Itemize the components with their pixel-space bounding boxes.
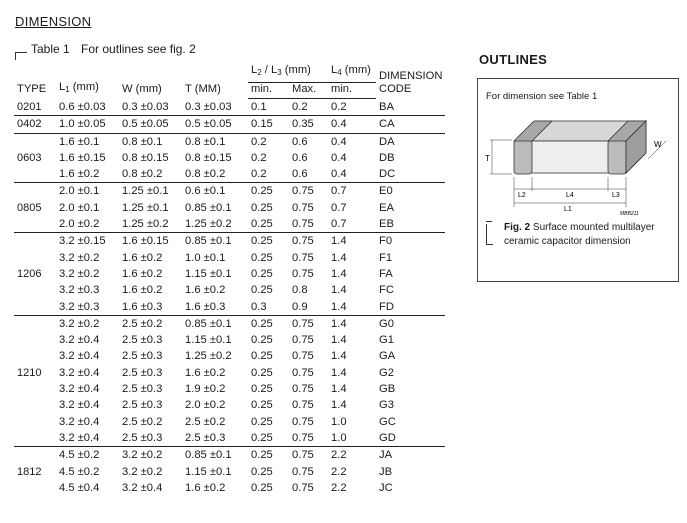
dimension-table xyxy=(14,64,445,496)
cell-w: 3.2 ±0.2 xyxy=(122,465,163,478)
cell-l1: 3.2 ±0.3 xyxy=(59,284,100,297)
cell-w: 2.5 ±0.3 xyxy=(122,366,163,379)
dim-label-l2: L2 xyxy=(518,192,526,199)
cell-l2l3-max: 0.75 xyxy=(289,315,328,332)
header-l4: $L_4$ (mm) xyxy=(331,64,371,77)
cell-l1: 3.2 ±0.4 xyxy=(59,350,100,363)
cell-l2l3-max: 0.75 xyxy=(292,481,314,494)
table-row xyxy=(14,200,445,216)
left-terminal xyxy=(514,140,532,174)
cell-l2l3-min: 0.25 xyxy=(251,267,273,280)
cell-w: 3.2 ±0.2 xyxy=(119,447,182,464)
cell-t: 1.25 ±0.2 xyxy=(185,350,232,363)
cell-code: F0 xyxy=(376,233,445,250)
cell-t: 1.6 ±0.2 xyxy=(185,366,226,379)
table-row xyxy=(14,99,445,116)
cell-l4-min: 1.4 xyxy=(331,251,347,264)
cell-l4-min: 1.4 xyxy=(331,383,347,396)
cell-l4-min: 1.4 xyxy=(331,350,347,363)
cell-l2l3-min: 0.25 xyxy=(248,233,289,250)
cell-type: 0201 xyxy=(17,100,42,113)
cell-l2l3-max: 0.75 xyxy=(292,201,314,214)
cell-l2l3-min: 0.25 xyxy=(248,447,289,464)
cell-l2l3-min: 0.25 xyxy=(251,201,273,214)
cell-code: FA xyxy=(379,267,393,280)
cell-l2l3-min: 0.25 xyxy=(251,399,273,412)
dim-label-l1: L1 xyxy=(564,206,572,213)
cell-code: GC xyxy=(379,415,396,428)
cell-w: 2.5 ±0.3 xyxy=(122,431,163,444)
cell-w: 0.8 ±0.15 xyxy=(122,151,169,164)
cell-code: DA xyxy=(376,133,445,150)
cell-type: 0402 xyxy=(14,116,56,133)
cell-l2l3-min: 0.25 xyxy=(251,383,273,396)
cell-l4-min: 0.4 xyxy=(328,116,376,133)
table-row xyxy=(14,464,445,480)
cell-t: 0.85 ±0.1 xyxy=(182,315,248,332)
table-row xyxy=(14,299,445,316)
cell-type xyxy=(14,414,56,430)
cell-t: 1.15 ±0.1 xyxy=(185,267,232,280)
cell-t: 0.85 ±0.1 xyxy=(185,201,232,214)
cell-l2l3-max: 0.2 xyxy=(292,101,308,113)
table-row xyxy=(14,133,445,150)
table-row xyxy=(14,116,445,133)
cell-l1: 3.2 ±0.4 xyxy=(59,415,100,428)
cell-l2l3-min: 0.25 xyxy=(251,415,273,428)
cell-l1: 2.0 ±0.1 xyxy=(59,201,100,214)
table-row xyxy=(14,183,445,200)
header-t: T (MM) xyxy=(185,82,221,95)
cell-l2l3-min: 0.2 xyxy=(248,133,289,150)
cell-t: 1.25 ±0.2 xyxy=(185,218,232,231)
cell-l2l3-max: 0.75 xyxy=(289,233,328,250)
cell-w: 1.25 ±0.2 xyxy=(122,218,169,231)
cell-type xyxy=(14,233,56,250)
header-l4-min: min. xyxy=(328,83,376,99)
table-caption xyxy=(15,42,455,62)
cell-l4-min: 2.2 xyxy=(331,465,347,478)
cell-w: 1.6 ±0.2 xyxy=(122,251,163,264)
cell-l2l3-min: 0.2 xyxy=(251,168,267,181)
cell-code: G2 xyxy=(379,366,394,379)
table-row xyxy=(14,447,445,464)
cell-type xyxy=(14,166,56,183)
cell-type: 1812 xyxy=(17,465,42,478)
cell-l4-min: 1.4 xyxy=(331,366,347,379)
cell-w: 1.6 ±0.3 xyxy=(122,300,163,313)
table-row xyxy=(14,480,445,496)
table-row xyxy=(14,150,445,166)
cell-w: 2.5 ±0.2 xyxy=(122,415,163,428)
cell-code: JC xyxy=(379,481,393,494)
cell-t: 2.5 ±0.2 xyxy=(185,415,226,428)
table-caption-text: For outlines see fig. 2 xyxy=(81,42,196,56)
cell-l4-min: 1.0 xyxy=(331,431,347,444)
table-row xyxy=(14,216,445,233)
table-row xyxy=(14,414,445,430)
cell-l4-min: 1.4 xyxy=(331,399,347,412)
cell-type xyxy=(14,299,56,316)
cell-t: 0.8 ±0.15 xyxy=(185,151,232,164)
cell-l2l3-min: 0.25 xyxy=(251,431,273,444)
cell-l4-min: 1.4 xyxy=(331,267,347,280)
cell-type xyxy=(14,183,56,200)
cell-l1: 3.2 ±0.2 xyxy=(59,251,100,264)
cell-l2l3-min: 0.25 xyxy=(248,315,289,332)
cell-code: G3 xyxy=(379,399,394,412)
outlines-title: OUTLINES xyxy=(479,52,548,67)
cell-w: 1.6 ±0.15 xyxy=(119,233,182,250)
header-l2l3: $L_2 / L_3$ (mm) xyxy=(251,64,311,77)
cell-l2l3-min: 0.2 xyxy=(251,151,267,164)
cell-t: 1.0 ±0.1 xyxy=(185,251,226,264)
header-l2l3-min: min. xyxy=(248,83,289,99)
cell-t: 1.6 ±0.3 xyxy=(185,300,226,313)
cell-l2l3-max: 0.75 xyxy=(292,251,314,264)
cell-l4-min: 0.7 xyxy=(331,218,347,231)
cell-type xyxy=(14,216,56,233)
cell-l1: 3.2 ±0.4 xyxy=(59,334,100,347)
cell-l1: 1.6 ±0.2 xyxy=(59,168,100,181)
cell-l2l3-min: 0.25 xyxy=(251,284,273,297)
table-row xyxy=(14,250,445,266)
cell-l1: 2.0 ±0.1 xyxy=(56,183,119,200)
cell-t: 2.5 ±0.3 xyxy=(185,431,226,444)
cell-code: GB xyxy=(379,383,396,396)
cell-w: 2.5 ±0.3 xyxy=(122,350,163,363)
cell-l2l3-max: 0.75 xyxy=(292,415,314,428)
cell-type xyxy=(14,133,56,150)
cell-type xyxy=(14,480,56,496)
cell-t: 0.8 ±0.2 xyxy=(185,168,226,181)
cell-type xyxy=(14,315,56,332)
cell-l1: 1.6 ±0.1 xyxy=(56,133,119,150)
cell-t: 0.85 ±0.1 xyxy=(182,447,248,464)
cell-l2l3-min: 0.25 xyxy=(251,251,273,264)
cell-code: G1 xyxy=(379,334,394,347)
cell-type xyxy=(14,397,56,413)
cell-code: E0 xyxy=(376,183,445,200)
cell-type xyxy=(14,348,56,364)
cell-l2l3-max: 0.35 xyxy=(289,116,328,133)
table-caption-label: Table 1 xyxy=(31,42,70,56)
cell-code: JA xyxy=(376,447,445,464)
cell-type: 0805 xyxy=(17,201,42,214)
cell-l1: 3.2 ±0.2 xyxy=(59,267,100,280)
cell-code: FC xyxy=(379,284,394,297)
cell-l2l3-max: 0.6 xyxy=(292,151,308,164)
cell-l2l3-max: 0.75 xyxy=(292,399,314,412)
cell-l2l3-min: 0.3 xyxy=(251,300,267,313)
cell-l1: 3.2 ±0.4 xyxy=(59,383,100,396)
dim-label-t: T xyxy=(485,154,490,163)
cell-l4-min: 0.7 xyxy=(328,183,376,200)
cell-l4-min: 2.2 xyxy=(331,481,347,494)
cell-w: 1.25 ±0.1 xyxy=(119,183,182,200)
cell-t: 1.6 ±0.2 xyxy=(185,284,226,297)
table-row xyxy=(14,397,445,413)
cell-l2l3-min: 0.1 xyxy=(251,101,267,113)
cell-l4-min: 1.4 xyxy=(328,315,376,332)
cell-l1: 3.2 ±0.4 xyxy=(59,399,100,412)
cell-w: 0.5 ±0.05 xyxy=(119,116,182,133)
cell-type xyxy=(14,332,56,348)
cell-w: 3.2 ±0.4 xyxy=(122,481,163,494)
cell-l4-min: 0.4 xyxy=(331,151,347,164)
cell-l2l3-max: 0.75 xyxy=(292,267,314,280)
cell-t: 2.0 ±0.2 xyxy=(185,399,226,412)
cell-code: F1 xyxy=(379,251,393,264)
cell-type xyxy=(14,381,56,397)
cell-t: 0.85 ±0.1 xyxy=(182,233,248,250)
cell-l4-min: 0.7 xyxy=(331,201,347,214)
cell-l1: 0.6 ±0.03 xyxy=(59,100,106,113)
cell-l2l3-min: 0.25 xyxy=(251,481,273,494)
dim-label-w: W xyxy=(654,140,662,149)
table-row xyxy=(14,282,445,298)
table-row xyxy=(14,166,445,183)
cell-l4-min: 2.2 xyxy=(328,447,376,464)
cell-l2l3-max: 0.9 xyxy=(292,300,308,313)
cell-t: 1.15 ±0.1 xyxy=(185,334,232,347)
figure-note: For dimension see Table 1 xyxy=(486,91,598,102)
cell-l2l3-min: 0.25 xyxy=(251,465,273,478)
cell-w: 1.6 ±0.2 xyxy=(122,267,163,280)
cell-w: 0.8 ±0.2 xyxy=(122,168,163,181)
table-row xyxy=(14,381,445,397)
cell-l2l3-min: 0.25 xyxy=(251,334,273,347)
cell-code: EB xyxy=(379,218,394,231)
cell-l4-min: 1.4 xyxy=(331,284,347,297)
cell-w: 0.3 ±0.03 xyxy=(122,100,169,113)
cell-l2l3-max: 0.75 xyxy=(292,366,314,379)
cell-w: 2.5 ±0.2 xyxy=(119,315,182,332)
cell-l2l3-min: 0.25 xyxy=(251,350,273,363)
cell-code: G0 xyxy=(376,315,445,332)
cell-type: 1210 xyxy=(17,366,42,379)
cell-l4-min: 1.4 xyxy=(328,233,376,250)
cell-l2l3-min: 0.15 xyxy=(248,116,289,133)
cell-l2l3-max: 0.6 xyxy=(292,168,308,181)
cell-type: 0603 xyxy=(17,151,42,164)
cell-type xyxy=(14,447,56,464)
cell-type xyxy=(14,430,56,447)
cell-l1: 4.5 ±0.2 xyxy=(59,465,100,478)
cell-type: 1206 xyxy=(17,267,42,280)
cell-l2l3-max: 0.6 xyxy=(289,133,328,150)
cell-l2l3-max: 0.75 xyxy=(292,334,314,347)
cell-l4-min: 0.2 xyxy=(331,101,347,113)
header-type: TYPE xyxy=(17,82,47,95)
cell-type xyxy=(14,250,56,266)
cell-l2l3-min: 0.25 xyxy=(251,366,273,379)
cell-l2l3-max: 0.75 xyxy=(289,447,328,464)
section-heading: DIMENSION xyxy=(15,14,92,29)
dim-label-l4: L4 xyxy=(566,192,574,199)
cell-l2l3-max: 0.75 xyxy=(292,431,314,444)
cell-w: 2.5 ±0.3 xyxy=(122,399,163,412)
header-code: DIMENSION CODE xyxy=(379,69,443,95)
cell-l1: 3.2 ±0.3 xyxy=(59,300,100,313)
right-terminal xyxy=(608,140,626,174)
cell-type xyxy=(14,282,56,298)
cell-l2l3-max: 0.8 xyxy=(292,284,308,297)
header-w: W (mm) xyxy=(122,82,162,95)
cell-l4-min: 1.0 xyxy=(331,415,347,428)
cell-l2l3-max: 0.75 xyxy=(292,465,314,478)
cell-l4-min: 1.4 xyxy=(331,334,347,347)
cell-code: FD xyxy=(379,300,394,313)
cell-l2l3-min: 0.25 xyxy=(251,218,273,231)
cell-code: BA xyxy=(379,100,394,113)
cell-code: DC xyxy=(379,168,396,181)
cell-t: 1.15 ±0.1 xyxy=(185,465,232,478)
figure-code: MBB211 xyxy=(620,211,639,217)
cell-l1: 3.2 ±0.2 xyxy=(56,315,119,332)
dim-label-l3: L3 xyxy=(612,192,620,199)
cell-w: 1.25 ±0.1 xyxy=(122,201,169,214)
cell-t: 0.5 ±0.05 xyxy=(182,116,248,133)
cell-l1: 2.0 ±0.2 xyxy=(59,218,100,231)
cell-w: 2.5 ±0.3 xyxy=(122,383,163,396)
cell-l2l3-max: 0.75 xyxy=(292,350,314,363)
cell-code: GD xyxy=(379,431,396,444)
cell-l1: 4.5 ±0.2 xyxy=(56,447,119,464)
cell-w: 1.6 ±0.2 xyxy=(122,284,163,297)
cell-l4-min: 0.4 xyxy=(331,168,347,181)
table-row xyxy=(14,315,445,332)
table-row xyxy=(14,266,445,282)
figure-caption-text: Surface mounted multilayer ceramic capacitor dimension xyxy=(504,222,655,247)
cell-code: DB xyxy=(379,151,395,164)
header-l2l3-max: Max. xyxy=(289,83,328,99)
header-l1: $L_1$ (mm) xyxy=(59,80,99,94)
table-row xyxy=(14,430,445,447)
cell-l2l3-max: 0.75 xyxy=(292,218,314,231)
cell-l1: 1.0 ±0.05 xyxy=(56,116,119,133)
cell-l2l3-min: 0.25 xyxy=(248,183,289,200)
cell-code: JB xyxy=(379,465,393,478)
cell-l1: 3.2 ±0.4 xyxy=(59,366,100,379)
capacitor-outline-figure xyxy=(478,109,678,219)
cell-t: 1.6 ±0.2 xyxy=(185,481,226,494)
cell-t: 0.8 ±0.1 xyxy=(182,133,248,150)
cell-l1: 1.6 ±0.15 xyxy=(59,151,106,164)
cell-w: 0.8 ±0.1 xyxy=(119,133,182,150)
table-row xyxy=(14,233,445,250)
cell-code: EA xyxy=(379,201,394,214)
cell-l4-min: 1.4 xyxy=(331,300,347,313)
cell-l1: 4.5 ±0.4 xyxy=(59,481,100,494)
cell-t: 0.6 ±0.1 xyxy=(182,183,248,200)
cell-t: 1.9 ±0.2 xyxy=(185,383,226,396)
figure-box xyxy=(477,78,679,282)
cell-l1: 3.2 ±0.15 xyxy=(56,233,119,250)
cell-code: GA xyxy=(379,350,396,363)
cell-code: CA xyxy=(376,116,445,133)
cell-l1: 3.2 ±0.4 xyxy=(59,431,100,444)
cell-t: 0.3 ±0.03 xyxy=(185,100,232,113)
cell-w: 2.5 ±0.3 xyxy=(122,334,163,347)
cell-l4-min: 0.4 xyxy=(328,133,376,150)
table-row xyxy=(14,332,445,348)
table-row xyxy=(14,365,445,381)
cell-l2l3-max: 0.75 xyxy=(292,383,314,396)
figure-caption-label: Fig. 2 xyxy=(504,222,531,233)
cell-l2l3-max: 0.75 xyxy=(289,183,328,200)
table-row xyxy=(14,348,445,364)
